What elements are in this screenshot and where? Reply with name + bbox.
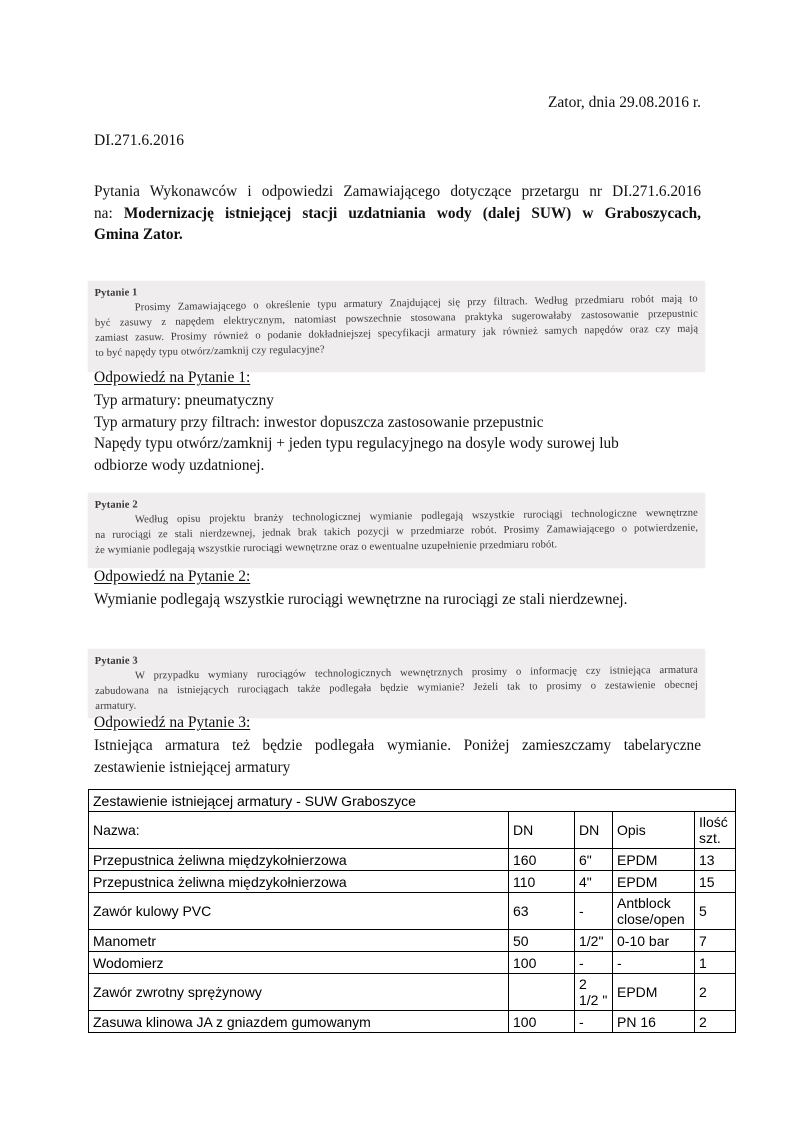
table-row <box>89 974 736 1011</box>
answer-2-heading: Odpowiedź na Pytanie 2: <box>94 568 251 585</box>
column-header-ilosc: Ilość szt. <box>695 812 736 849</box>
column-header-dn2: DN <box>575 812 613 849</box>
intro-paragraph <box>94 181 701 246</box>
table-cell-nazwa: Przepustnica żeliwna międzykołnierzowa <box>89 849 509 871</box>
intro-line <box>94 224 701 246</box>
question-3-line: zabudowana na istniejących rurociągach także podlegała będzie wymianie? Jeżeli tak to prosimy o zestawienie obecnej <box>95 679 699 697</box>
column-header-opis: Opis <box>613 812 695 849</box>
answer-1-heading: Odpowiedź na Pytanie 1: <box>94 369 251 386</box>
table-cell-ilosc: 2 <box>695 1011 736 1033</box>
table-cell-dn1: 100 <box>509 1011 575 1033</box>
armature-table <box>88 789 736 1033</box>
table-cell-ilosc: 7 <box>695 930 736 952</box>
intro-line-prefix: na: <box>94 204 124 222</box>
table-cell-dn1 <box>509 974 575 1011</box>
answer-1-line: Napędy typu otwórz/zamknij + jeden typu regulacyjnego na dosyle wody surowej lub <box>94 435 619 452</box>
answer-1-body <box>94 390 701 476</box>
table-cell-dn1: 50 <box>509 930 575 952</box>
table-cell-opis: EPDM <box>613 974 695 1011</box>
answer-3-heading: Odpowiedź na Pytanie 3: <box>94 714 251 731</box>
question-3-scan-text <box>95 649 699 714</box>
question-1-line: zamiast zasuw. Prosimy również o podanie dokładniejszej specyfikacji armatury jak również samych napędów oraz czy mają <box>95 323 699 344</box>
question-3-scan <box>88 649 705 718</box>
intro-line-bold: Gmina Zator. <box>94 226 183 243</box>
question-2-scan <box>88 493 705 568</box>
table-row <box>89 893 736 930</box>
intro-line <box>94 203 701 225</box>
reference-number: DI.271.6.2016 <box>94 132 184 149</box>
answer-3-body <box>94 735 701 778</box>
table-cell-dn2: - <box>575 1011 613 1033</box>
table-cell-nazwa: Zawór kulowy PVC <box>89 893 509 930</box>
date-line: Zator, dnia 29.08.2016 r. <box>547 94 701 111</box>
question-1-scan-text <box>94 281 698 361</box>
table-cell-ilosc: 2 <box>695 974 736 1011</box>
table-caption: Zestawienie istniejącej armatury - SUW Graboszyce <box>89 790 736 812</box>
answer-1-line: odbiorze wody uzdatnionej. <box>94 456 265 474</box>
table-cell-nazwa: Przepustnica żeliwna międzykołnierzowa <box>89 871 509 893</box>
question-3-line: W przypadku wymiany rurociągów technologicznych wewnętrznych prosimy o informację czy istniejąca armatura <box>134 664 698 682</box>
question-1-line: Prosimy Zamawiającego o określenie typu armatury Znajdującej się przy filtrach. Według przedmiaru robót mają to <box>134 293 698 314</box>
question-3-title: Pytanie 3 <box>94 655 138 668</box>
table-cell-dn2: 2 1/2 " <box>575 974 613 1011</box>
table-cell-opis: EPDM <box>613 849 695 871</box>
armature-table-container <box>88 789 735 1033</box>
table-row <box>89 849 736 871</box>
intro-line: Pytania Wykonawców i odpowiedzi Zamawiającego dotyczące przetargu nr DI.271.6.2016 <box>94 183 701 200</box>
question-1-scan <box>88 281 705 372</box>
table-row <box>89 1011 736 1033</box>
question-2-scan-text <box>95 493 699 558</box>
table-cell-dn1: 100 <box>509 952 575 974</box>
table-cell-dn1: 160 <box>509 849 575 871</box>
table-cell-dn1: 63 <box>509 893 575 930</box>
table-cell-dn2: 1/2" <box>575 930 613 952</box>
table-cell-nazwa: Zasuwa klinowa JA z gniazdem gumowanym <box>89 1011 509 1033</box>
intro-line-bold: Modernizację istniejącej stacji uzdatniania wody (dalej SUW) w Graboszycach, <box>123 204 702 222</box>
question-2-line: na rurociągi ze stali nierdzewnej, jednak brak takich pozycji w przedmiarze robót. Prosimy Zamawiającego o potwierdzenie, <box>95 522 699 541</box>
table-cell-nazwa: Manometr <box>89 930 509 952</box>
table-cell-opis: - <box>613 952 695 974</box>
column-header-dn1: DN <box>509 812 575 849</box>
table-header-row <box>89 812 736 849</box>
question-1-line: być zasuwy z napędem elektrycznym, natomiast powszechnie stosowana praktyka sugerowałaby zastosowanie przepustnic <box>94 308 699 329</box>
answer-2-line: Wymianie podlegają wszystkie rurociągi wewnętrzne na rurociągi ze stali nierdzewnej. <box>94 591 628 608</box>
table-cell-ilosc: 1 <box>695 952 736 974</box>
answer-3-line: Istniejąca armatura też będzie podlegała wymianie. Poniżej zamieszczamy tabelaryczne <box>94 737 701 754</box>
table-cell-ilosc: 13 <box>695 849 736 871</box>
table-cell-ilosc: 5 <box>695 893 736 930</box>
answer-3-line: zestawienie istniejącej armatury <box>94 758 291 776</box>
question-1-title: Pytanie 1 <box>94 287 138 300</box>
table-cell-dn2: - <box>575 893 613 930</box>
answer-1-line: Typ armatury: pneumatyczny <box>94 392 274 409</box>
table-cell-nazwa: Wodomierz <box>89 952 509 974</box>
table-cell-dn2: - <box>575 952 613 974</box>
question-1-line: to być napędy typu otwórz/zamknij czy regulacyjne? <box>95 344 325 359</box>
table-row <box>89 930 736 952</box>
question-2-line: Według opisu projektu branży technologicznej wymianie podlegają wszystkie rurociągi technologiczne wewnętrzne <box>134 507 698 526</box>
table-cell-ilosc: 15 <box>695 871 736 893</box>
question-2-title: Pytanie 2 <box>94 499 138 512</box>
column-header-nazwa: Nazwa: <box>89 812 509 849</box>
table-cell-opis: Antblock close/open <box>613 893 695 930</box>
table-cell-nazwa: Zawór zwrotny sprężynowy <box>89 974 509 1011</box>
table-caption-row <box>89 790 736 812</box>
answer-2-body <box>94 589 701 611</box>
table-cell-dn2: 4" <box>575 871 613 893</box>
table-cell-dn2: 6" <box>575 849 613 871</box>
answer-1-line: Typ armatury przy filtrach: inwestor dopuszcza zastosowanie przepustnic <box>94 413 544 431</box>
question-2-line: że wymianie podlegają wszystkie rurociągi wewnętrzne oraz o ewentualne uzupełnienie przedmiaru robót. <box>95 539 558 556</box>
table-cell-dn1: 110 <box>509 871 575 893</box>
table-cell-opis: 0-10 bar <box>613 930 695 952</box>
table-cell-opis: PN 16 <box>613 1011 695 1033</box>
question-3-line: armatury. <box>95 700 137 712</box>
table-row <box>89 952 736 974</box>
table-cell-opis: EPDM <box>613 871 695 893</box>
table-row <box>89 871 736 893</box>
